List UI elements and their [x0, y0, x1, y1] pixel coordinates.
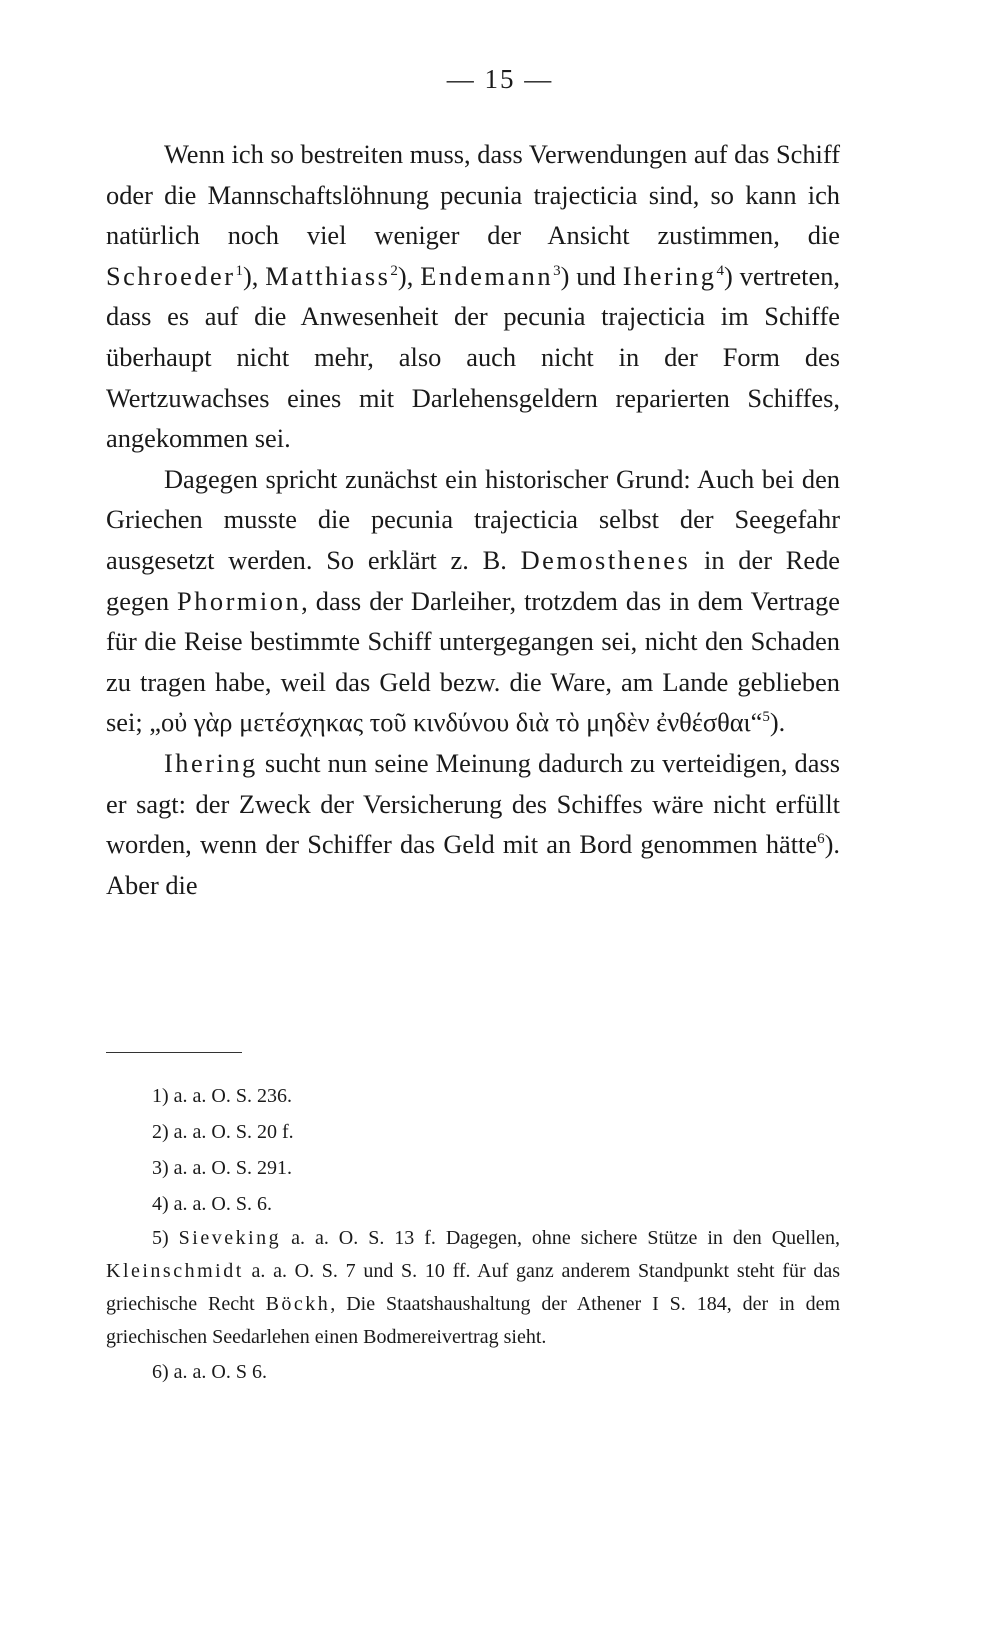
author-name-demosthenes: Demosthenes — [520, 544, 691, 575]
footnote-divider — [106, 1052, 242, 1053]
text-run: ) vertreten, dass es auf die Anwesenheit der pecunia trajecticia im Schiffe überhaupt nicht mehr, also auch nicht in der Form des Wertzuwachses eines mit Darlehensgeldern reparierten Schiffes, angekommen sei. — [106, 260, 841, 454]
main-text — [106, 134, 840, 905]
text-run: Dagegen spricht zunächst ein historischer Grund: Auch bei den Griechen musste die pecunia trajecticia selbst der Seegefahr ausgesetzt werden. So erklärt z. B. — [106, 463, 840, 575]
text-run: in der Rede gegen — [106, 544, 840, 616]
text-run: , Die Staatshaushaltung der Athener I S. 184, der in dem griechischen Seedarlehen einen Bodmereivertrag sieht. — [106, 1293, 841, 1348]
footnote-ref-5: 5 — [762, 709, 770, 726]
text-run: , dass der Darleiher, trotzdem das in dem Vertrage für die Reise bestimmte Schiff untergegangen sei, nicht den Schaden zu tragen habe, weil das Geld bezw. die Ware, am Lande geblieben sei; „οὐ γὰρ μετέσχηκας τοῦ κινδύνου διὰ τὸ μηδὲν ἐνθέσθαι“ — [106, 585, 840, 738]
text-run: ) und — [560, 260, 623, 291]
footnote-4: 4) a. a. O. S. 6. — [152, 1193, 272, 1215]
text-run: Wenn ich so bestreiten muss, dass Verwendungen auf das Schiff oder die Mannschaftslöhnung pecunia trajecticia sind, so kann ich natürlich noch viel weniger der Ansicht zustimmen, die — [106, 139, 840, 251]
footnote-3: 3) a. a. O. S. 291. — [152, 1157, 292, 1179]
author-name-endemann: Endemann — [420, 260, 554, 291]
author-name-schroeder: Schroeder — [106, 260, 236, 291]
footnote-5 — [106, 1222, 840, 1354]
paragraph-1 — [106, 134, 840, 459]
footnotes — [106, 1078, 840, 1390]
text-run: ). — [769, 707, 786, 738]
footnote-ref-3: 3 — [553, 262, 561, 279]
author-name-sieveking: Sieveking — [178, 1227, 282, 1249]
page-number: — 15 — — [446, 64, 554, 94]
text-run: a. a. O. S. 13 f. Dagegen, ohne sichere Stütze in den Quellen, — [281, 1227, 841, 1249]
text-run: ), — [242, 260, 266, 291]
paragraph-3 — [106, 743, 840, 905]
footnote-1: 1) a. a. O. S. 236. — [152, 1085, 292, 1107]
text-run: sucht nun seine Meinung dadurch zu verteidigen, dass er sagt: der Zweck der Versicherung des Schiffes wäre nicht erfüllt worden, wenn der Schiffer das Geld mit an Bord genommen hätte — [106, 747, 840, 860]
footnote-ref-2: 2 — [390, 262, 398, 279]
author-name-ihering: Ihering — [622, 260, 717, 291]
author-name-ihering: Ihering — [164, 747, 258, 778]
author-name-matthiass: Matthiass — [265, 260, 391, 291]
footnote-2: 2) a. a. O. S. 20 f. — [152, 1121, 294, 1143]
footnote-ref-6: 6 — [817, 831, 825, 848]
text-run: a. a. O. S. 7 und S. 10 ff. Auf ganz anderem Standpunkt steht für das griechische Recht — [106, 1260, 840, 1315]
text-run: ). Aber die — [106, 829, 840, 900]
person-name-phormion: Phormion — [177, 585, 302, 616]
footnote-6: 6) a. a. O. S 6. — [152, 1361, 267, 1383]
text-run: 5) — [152, 1227, 179, 1249]
paragraph-2 — [106, 459, 840, 743]
text-run: ), — [397, 260, 421, 291]
footnote-ref-1: 1 — [235, 262, 243, 279]
footnote-ref-4: 4 — [716, 262, 724, 279]
author-name-kleinschmidt: Kleinschmidt — [106, 1260, 244, 1282]
author-name-boeckh: Böckh — [265, 1293, 331, 1315]
